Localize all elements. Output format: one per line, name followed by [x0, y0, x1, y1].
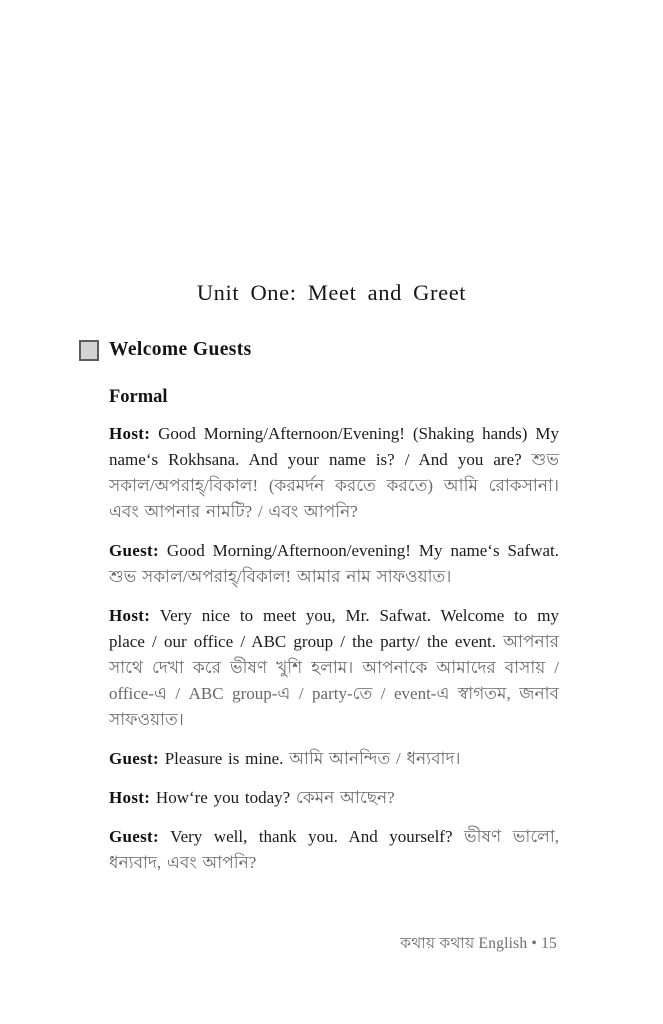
dialogue-paragraph — [109, 603, 559, 733]
dialogue-text-en: How‘re you today? — [150, 788, 291, 807]
dialogue-paragraph — [109, 785, 559, 811]
square-bullet-icon — [79, 340, 99, 361]
dialogue-text-en: Good Morning/Afternoon/evening! My name‘s Safwat. — [158, 541, 559, 560]
dialogue-text-bn: শুভ সকাল/অপরাহ্/বিকাল! আমার নাম সাফওয়াত। — [109, 567, 452, 586]
page-title: Unit One: Meet and Greet — [196, 280, 467, 305]
section-heading — [79, 339, 663, 361]
dialogue — [109, 421, 559, 876]
dialogue-text-bn: আপনার সাথে দেখা করে ভীষণ খুশি হলাম। আপনাকে আমাদের বাসায় / office-এ / ABC group-এ / party-তে / event-এ স্বাগতম, জনাব সাফওয়াত। — [109, 632, 559, 729]
subsection-heading: Formal — [109, 387, 168, 407]
speaker-label: Guest: — [109, 827, 159, 846]
footer-page-number: 15 — [541, 935, 557, 952]
speaker-label: Host: — [109, 606, 151, 625]
dialogue-paragraph — [109, 421, 559, 525]
dialogue-text-bn: কেমন আছেন? — [290, 788, 395, 807]
dialogue-text-en: Pleasure is mine. — [158, 749, 284, 768]
section-heading-label: Welcome Guests — [109, 339, 252, 360]
dialogue-paragraph — [109, 746, 559, 772]
dialogue-text-en: Very nice to meet you, Mr. Safwat. Welcome to my place / our office / ABC group / the party/ the event. — [109, 606, 559, 651]
dialogue-paragraph — [109, 824, 559, 876]
page-footer — [400, 931, 557, 957]
dialogue-text-bn: ভীষণ ভালো, ধন্যবাদ, এবং আপনি? — [109, 827, 559, 872]
speaker-label: Host: — [109, 424, 151, 443]
speaker-label: Guest: — [109, 749, 159, 768]
footer-book-title-en: English — [478, 935, 528, 952]
dialogue-text-bn: শুভ সকাল/অপরাহ্/বিকাল! (করমর্দন করতে করতে) আমি রোকসানা। এবং আপনার নামটি? / এবং আপনি? — [109, 450, 559, 521]
dialogue-text-en: Very well, thank you. And yourself? — [158, 827, 453, 846]
speaker-label: Host: — [109, 788, 151, 807]
speaker-label: Guest: — [109, 541, 159, 560]
dialogue-text-en: Good Morning/Afternoon/Evening! (Shaking hands) My name‘s Rokhsana. And your name is? / And you are? — [109, 424, 559, 469]
dialogue-text-bn: আমি আনন্দিত / ধন্যবাদ। — [283, 749, 461, 768]
footer-separator: • — [531, 935, 538, 952]
footer-book-title-bn: কথায় কথায় — [400, 935, 475, 952]
dialogue-paragraph — [109, 538, 559, 590]
